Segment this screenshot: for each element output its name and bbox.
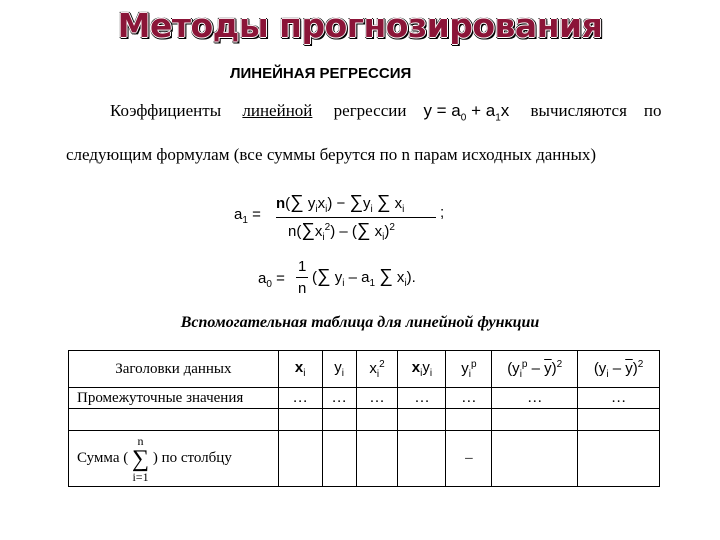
formula-a0-lhs: $a_0$ = — [258, 270, 285, 290]
intro-word-3: регрессии — [333, 101, 407, 120]
table-cell — [356, 409, 398, 431]
section-subtitle: ЛИНЕЙНАЯ РЕГРЕССИЯ — [230, 65, 412, 82]
header-yi: $y_i$ — [322, 351, 356, 388]
table-cell — [322, 431, 356, 487]
intro-line-2: следующим формулам (все суммы берутся по n парам исходных данных) — [66, 145, 597, 164]
intro-word-5: по — [643, 101, 662, 120]
table-cell: – — [446, 431, 492, 487]
table-cell: … — [398, 388, 446, 409]
table-cell — [578, 409, 660, 431]
header-xi: $x_i$ — [278, 351, 322, 388]
intro-word-4: вычисляются — [530, 101, 627, 120]
table-cell — [278, 431, 322, 487]
table-cell: … — [356, 388, 398, 409]
table-row — [69, 409, 660, 431]
table-cell: … — [446, 388, 492, 409]
table-cell — [492, 409, 578, 431]
row-label-intermediate: Промежуточные значения — [69, 388, 279, 409]
intro-word-2: линейной — [242, 101, 313, 120]
intro-word-1: Коэффициенты — [110, 101, 222, 120]
page-title: Методы прогнозирования — [117, 6, 603, 45]
formula-a0-denominator: n — [298, 280, 307, 297]
table-cell: … — [322, 388, 356, 409]
table-cell — [69, 409, 279, 431]
table-cell — [278, 409, 322, 431]
table-cell — [322, 409, 356, 431]
table-row — [69, 388, 660, 409]
formula-a1-lhs: $a_1$ = — [234, 206, 261, 226]
formula-a0-body: (∑ $y_i - a_1$ ∑ $x_i$). — [312, 266, 416, 289]
inline-formula: $y = a_0 + a_1x$ — [423, 101, 510, 124]
header-xiyi: $x_iy_i$ — [398, 351, 446, 388]
header-yip-minus-ybar-sq: $(y_i^p - \overline{y})^2$ — [492, 351, 578, 388]
table-cell — [446, 409, 492, 431]
table-cell: … — [278, 388, 322, 409]
header-data-titles: Заголовки данных — [69, 351, 279, 388]
auxiliary-table — [68, 350, 660, 487]
table-header-row — [69, 351, 660, 388]
table-cell: … — [578, 388, 660, 409]
table-cell — [356, 431, 398, 487]
row-label-sum: Сумма ( n ∑ i=1 ) по столбцу — [69, 431, 279, 487]
table-cell — [398, 431, 446, 487]
table-row — [69, 431, 660, 487]
intro-line-1 — [110, 101, 670, 123]
formula-a0-fraction-bar — [296, 277, 308, 278]
table-cell: … — [492, 388, 578, 409]
header-yip: $y_i^p$ — [446, 351, 492, 388]
table-cell — [492, 431, 578, 487]
table-caption: Вспомогательная таблица для линейной функции — [180, 314, 540, 331]
sum-lower-limit: i=1 — [132, 469, 149, 484]
table-cell — [578, 431, 660, 487]
formula-a1-fraction-bar — [276, 217, 436, 218]
formula-a1-denominator: $n(\sum x_i^2)$ – (∑ $x_i)^2$ — [288, 220, 395, 243]
header-xi-squared: $x_i^2$ — [356, 351, 398, 388]
formula-a1-numerator: n(∑ $y_ix_i) - \sum y_i$ ∑ $x_i$ — [276, 192, 405, 215]
table-cell — [398, 409, 446, 431]
header-yi-minus-ybar-sq: $(y_i - \overline{y})^2$ — [578, 351, 660, 388]
formula-a0-numerator: 1 — [298, 258, 307, 275]
sum-upper-limit: n — [137, 433, 144, 448]
sigma-symbol: ∑ — [131, 445, 150, 472]
formula-a1-end: ; — [440, 204, 445, 221]
